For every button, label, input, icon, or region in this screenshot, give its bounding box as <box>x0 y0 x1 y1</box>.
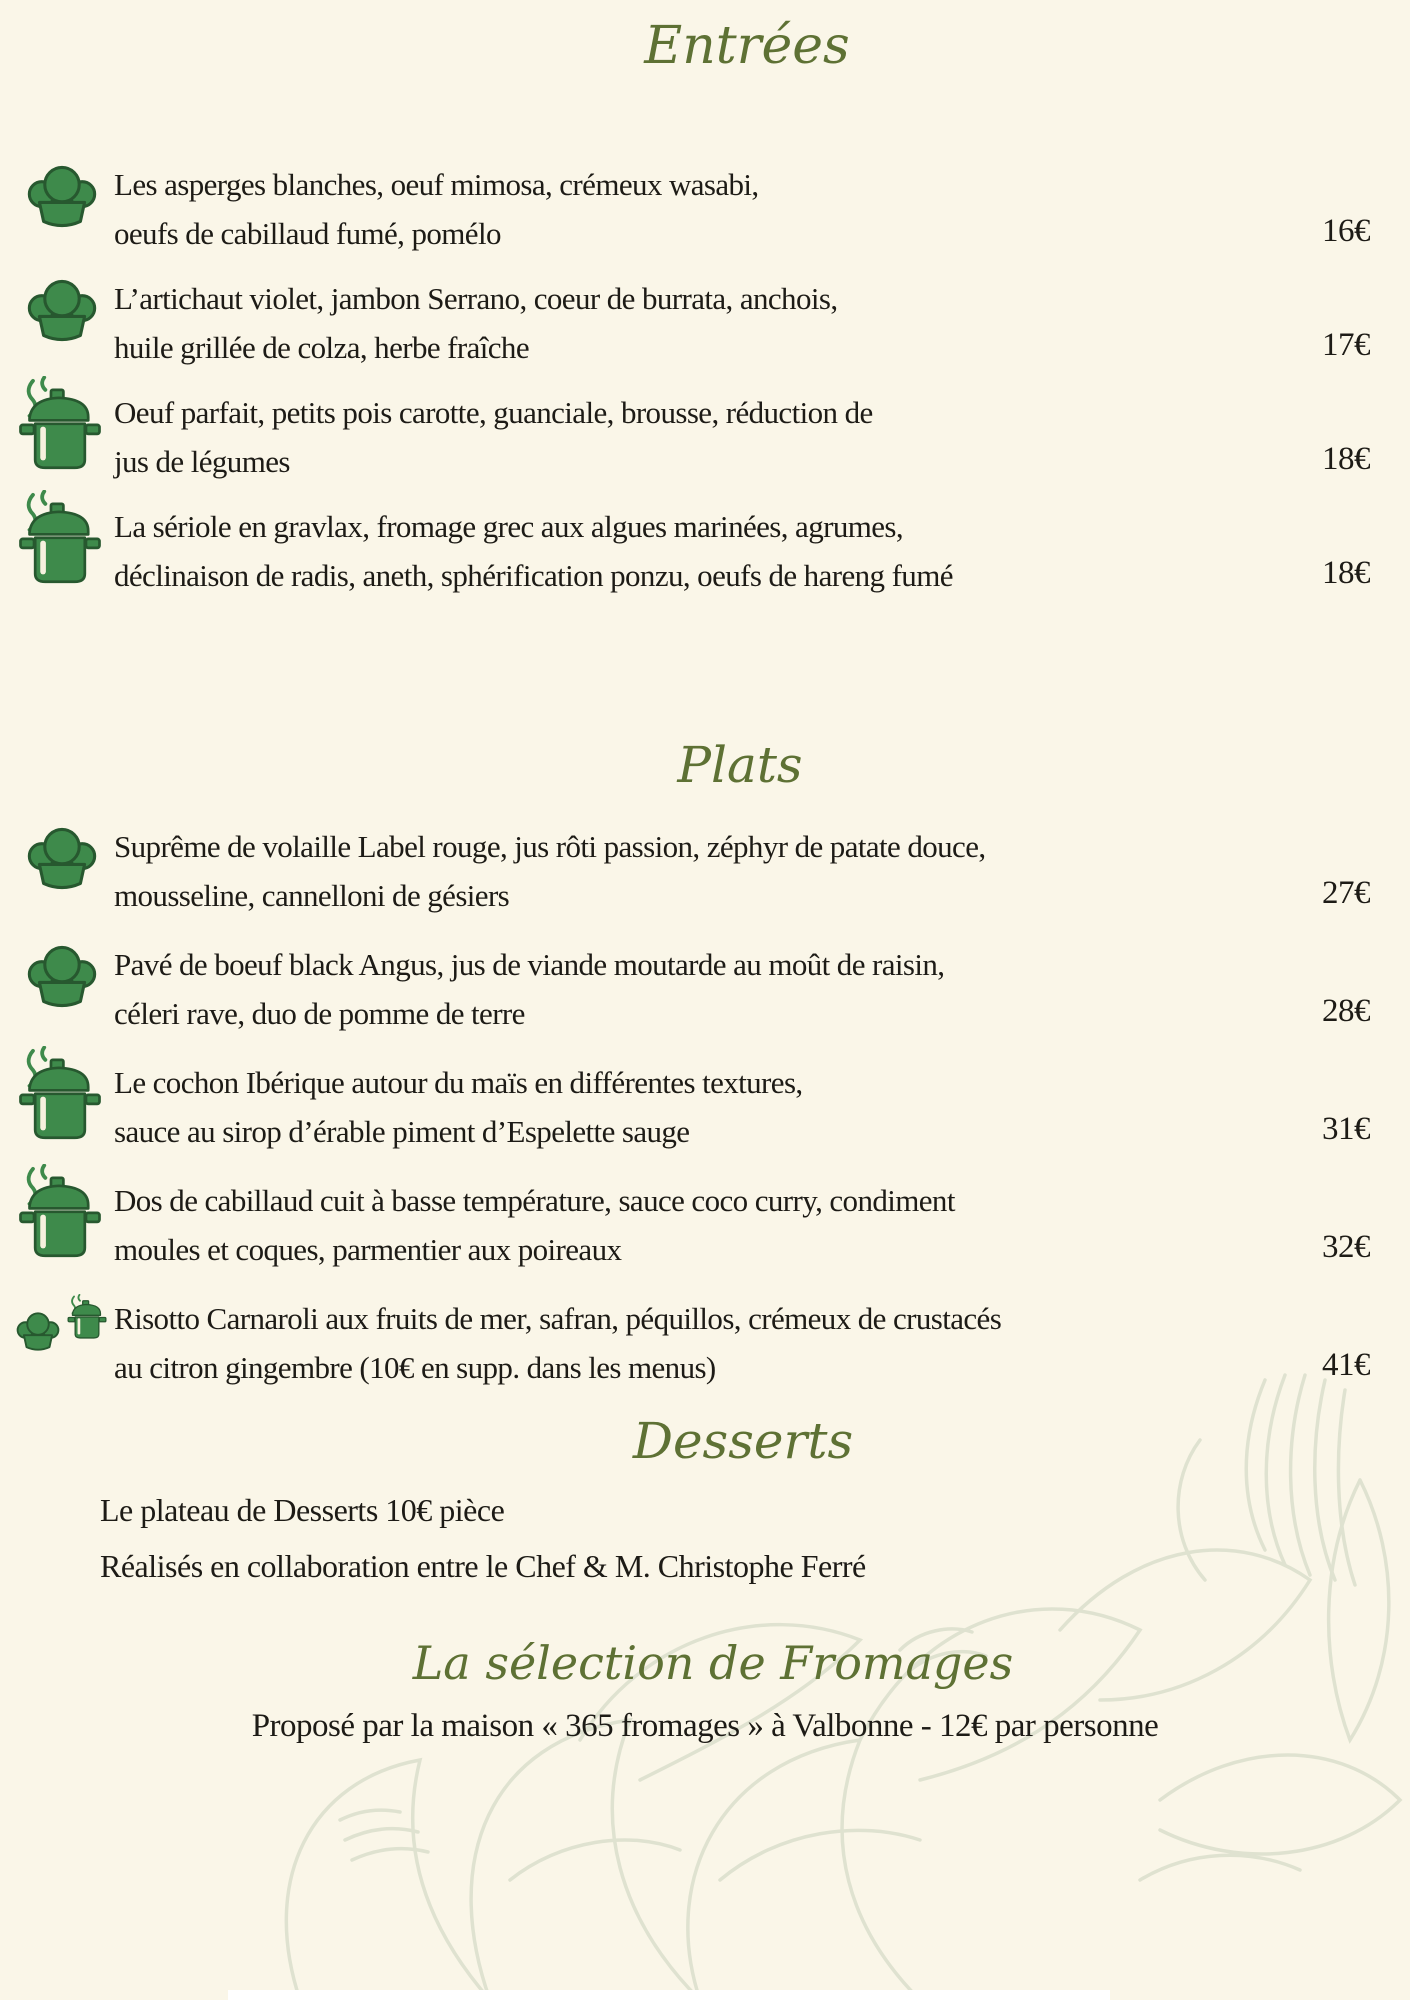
dish-description: déclinaison de radis, aneth, sphérification ponzu, oeufs de hareng fumé <box>114 558 953 593</box>
dish-description: La sériole en gravlax, fromage grec aux algues marinées, agrumes, <box>114 509 904 544</box>
dish-price: 18€ <box>1322 441 1370 477</box>
menu-item <box>14 1294 1396 1392</box>
chef-hat-icon <box>14 1310 62 1353</box>
bottom-page-strip <box>228 1990 1110 2000</box>
cooking-pot-icon <box>66 1294 108 1342</box>
dessert-note-line: Réalisés en collaboration entre le Chef & M. Christophe Ferré <box>100 1548 866 1584</box>
menu-item <box>14 160 1396 258</box>
cooking-pot-icon <box>16 1046 104 1146</box>
dish-price: 27€ <box>1322 875 1370 911</box>
dish-price: 17€ <box>1322 327 1370 363</box>
cooking-pot-icon <box>16 490 104 590</box>
dish-description: Suprême de volaille Label rouge, jus rôti passion, zéphyr de patate douce, <box>114 829 986 864</box>
dish-price: 41€ <box>1322 1347 1370 1383</box>
menu-item <box>14 502 1396 600</box>
menu-item <box>14 1176 1396 1274</box>
chef-hat-icon <box>24 824 100 893</box>
menu-item <box>14 274 1396 372</box>
dish-price: 32€ <box>1322 1229 1370 1265</box>
dish-description: jus de légumes <box>114 444 290 479</box>
cooking-pot-icon <box>16 376 104 476</box>
section-title-entrees: Entrées <box>644 16 850 76</box>
dish-description: mousseline, cannelloni de gésiers <box>114 878 510 913</box>
section-title-plats: Plats <box>677 736 803 794</box>
entrees-list <box>14 160 1396 616</box>
dish-description: sauce au sirop d’érable piment d’Espelette sauge <box>114 1114 690 1149</box>
chef-hat-icon <box>24 162 100 231</box>
dish-description: Le cochon Ibérique autour du maïs en différentes textures, <box>114 1065 803 1100</box>
chef-hat-icon <box>24 276 100 345</box>
desserts-notes <box>100 1482 866 1594</box>
dish-description: L’artichaut violet, jambon Serrano, coeur de burrata, anchois, <box>114 281 838 316</box>
dish-description: oeufs de cabillaud fumé, pomélo <box>114 216 501 251</box>
dish-description: moules et coques, parmentier aux poireaux <box>114 1232 622 1267</box>
dish-description: Risotto Carnaroli aux fruits de mer, safran, péquillos, crémeux de crustacés <box>114 1301 1002 1336</box>
menu-item <box>14 822 1396 920</box>
fromages-note-line: Proposé par la maison « 365 fromages » à Valbonne - 12€ par personne <box>251 1708 1159 1744</box>
menu-item <box>14 388 1396 486</box>
dish-price: 18€ <box>1322 555 1370 591</box>
dessert-note-line: Le plateau de Desserts 10€ pièce <box>100 1492 505 1528</box>
plats-list <box>14 822 1396 1412</box>
menu-item <box>14 1058 1396 1156</box>
menu-item <box>14 940 1396 1038</box>
dish-price: 28€ <box>1322 993 1370 1029</box>
cooking-pot-icon <box>16 1164 104 1264</box>
dish-price: 16€ <box>1322 213 1370 249</box>
section-title-desserts: Desserts <box>632 1412 854 1470</box>
dish-description: Pavé de boeuf black Angus, jus de viande moutarde au moût de raisin, <box>114 947 945 982</box>
dish-description: au citron gingembre (10€ en supp. dans les menus) <box>114 1350 716 1385</box>
dish-description: céleri rave, duo de pomme de terre <box>114 996 525 1031</box>
chef-hat-icon <box>24 942 100 1011</box>
dish-description: Les asperges blanches, oeuf mimosa, crémeux wasabi, <box>114 167 759 202</box>
dish-description: Oeuf parfait, petits pois carotte, guanciale, brousse, réduction de <box>114 395 873 430</box>
dish-description: Dos de cabillaud cuit à basse température, sauce coco curry, condiment <box>114 1183 955 1218</box>
dish-description: huile grillée de colza, herbe fraîche <box>114 330 529 365</box>
section-title-fromages: La sélection de Fromages <box>412 1636 1014 1690</box>
dish-price: 31€ <box>1322 1111 1370 1147</box>
